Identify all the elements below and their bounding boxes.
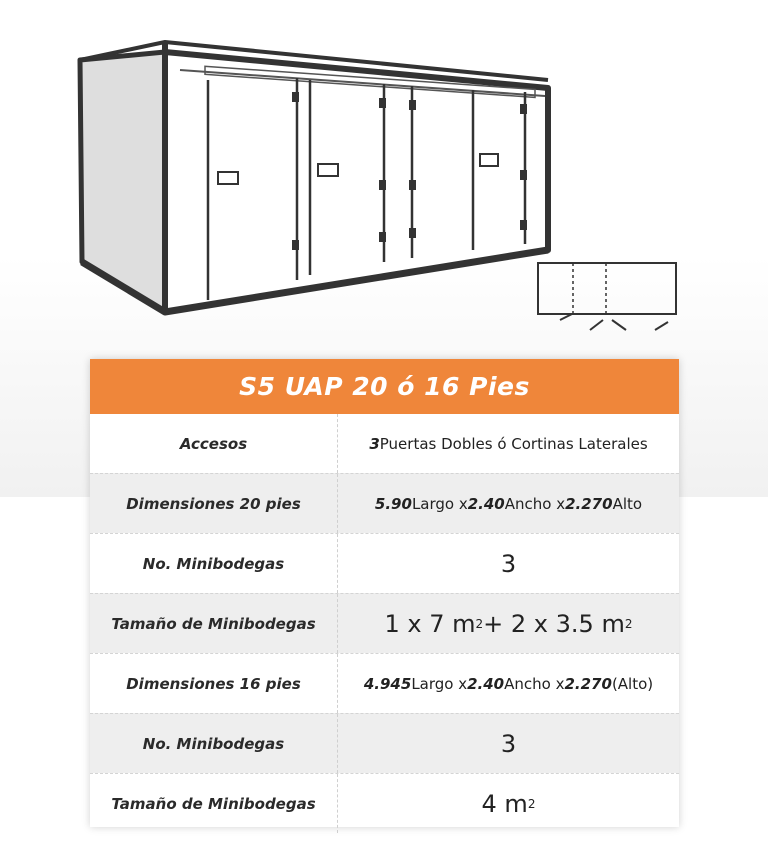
- spec-row: [90, 593, 679, 653]
- spec-row: [90, 773, 679, 833]
- spec-row-label: No. Minibodegas: [90, 534, 338, 593]
- door-handle: [318, 164, 338, 176]
- spec-row: [90, 533, 679, 593]
- spec-row: [90, 713, 679, 773]
- spec-row-label: Tamaño de Minibodegas: [90, 594, 338, 653]
- door-handle: [480, 154, 498, 166]
- spec-row: [90, 414, 679, 473]
- spec-table: [90, 359, 679, 827]
- spec-row-label: Accesos: [90, 414, 338, 473]
- door-handle: [218, 172, 238, 184]
- container-illustration: [0, 0, 768, 345]
- spec-row: [90, 473, 679, 533]
- spec-row-value: 5.90 Largo x 2.40 Ancho x 2.270 Alto: [374, 494, 643, 513]
- spec-row-value: 3: [500, 729, 517, 758]
- spec-row-label: Dimensiones 20 pies: [90, 474, 338, 533]
- spec-row-value: 3 Puertas Dobles ó Cortinas Laterales: [369, 434, 648, 453]
- spec-table-title: S5 UAP 20 ó 16 Pies: [90, 359, 679, 414]
- spec-row-value: 3: [500, 549, 517, 578]
- spec-row-label: No. Minibodegas: [90, 714, 338, 773]
- spec-row: [90, 653, 679, 713]
- floor-plan-schematic: [538, 263, 676, 330]
- spec-row-label: Dimensiones 16 pies: [90, 654, 338, 713]
- container-end-panel: [80, 52, 165, 312]
- spec-row-value: 1 x 7 m 2 + 2 x 3.5 m 2: [384, 609, 633, 638]
- spec-row-label: Tamaño de Minibodegas: [90, 774, 338, 833]
- spec-row-value: 4.945 Largo x 2.40 Ancho x 2.270 (Alto): [363, 674, 654, 693]
- spec-row-value: 4 m 2: [481, 789, 536, 818]
